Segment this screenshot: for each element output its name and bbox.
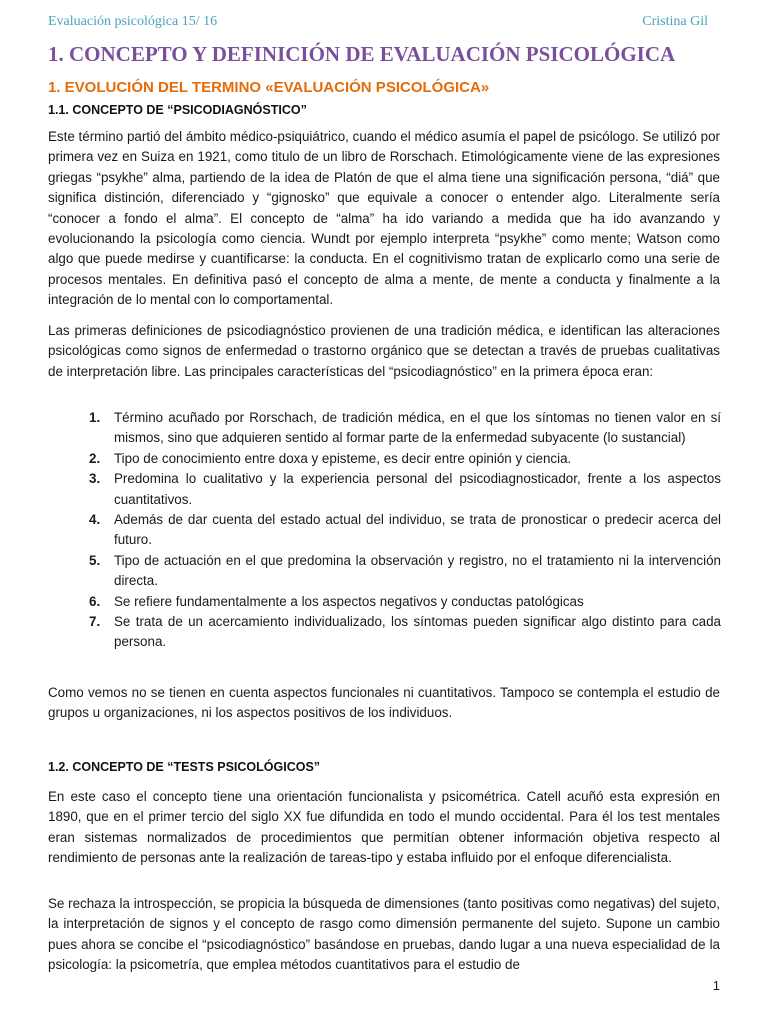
list-item-text: Tipo de conocimiento entre doxa y episteme, es decir entre opinión y ciencia. bbox=[114, 450, 572, 466]
subsection-heading-1-2: 1.2. CONCEPTO DE “TESTS PSICOLÓGICOS” bbox=[48, 760, 321, 774]
list-item-number: 6. bbox=[89, 593, 101, 609]
paragraph-5: Se rechaza la introspección, se propicia la búsqueda de dimensiones (tanto positivas como negativas) del sujeto, la interpretación de signos y el concepto de rasgo como dimensión permanente del sujeto. Supone un cambio pues ahora se concibe el “psicodiagnóstico” basándose en pruebas, dando lugar a una nueva especialidad de la psicología: la psicometría, que emplea métodos cuantitativos para el estudio de bbox=[48, 896, 720, 973]
list-item bbox=[89, 612, 721, 653]
list-item bbox=[89, 510, 721, 551]
page-number: 1 bbox=[712, 978, 720, 993]
list-item-text: Término acuñado por Rorschach, de tradición médica, en el que los síntomas no tienen valor en sí mismos, sino que adquieren sentido al formar parte de la enfermedad subyacente (lo sustancial) bbox=[114, 410, 721, 446]
list-item bbox=[89, 551, 721, 592]
list-item-number: 1. bbox=[89, 410, 101, 425]
list-item-text: Además de dar cuenta del estado actual del individuo, se trata de pronosticar o predecir acerca del futuro. bbox=[114, 512, 721, 548]
list-item bbox=[89, 449, 721, 469]
list-item-text: Tipo de actuación en el que predomina la observación y registro, no el tratamiento ni la intervención directa. bbox=[114, 552, 721, 589]
list-item bbox=[89, 592, 721, 612]
list-item-number: 7. bbox=[89, 614, 101, 630]
list-item-text: Se trata de un acercamiento individualizado, los síntomas pueden significar algo distinto para cada persona. bbox=[114, 614, 721, 650]
list-item-number: 2. bbox=[89, 450, 101, 466]
list-item-number: 4. bbox=[89, 512, 101, 528]
page-header bbox=[48, 14, 708, 30]
section-heading: 1. EVOLUCIÓN DEL TERMINO «EVALUACIÓN PSICOLÓGICA» bbox=[48, 79, 490, 96]
list-item-number: 3. bbox=[89, 471, 101, 487]
paragraph-1: Este término partió del ámbito médico-psiquiátrico, cuando el médico asumía el papel de psicólogo. Se utilizó por primera vez en Suiza en 1921, como titulo de un libro de Rorschach. Etimológicamente viene de las expresiones griegas “psykhe” alma, partiendo de la idea de Platón de que el alma tiene una significación persona, “diá” que significa distinción, diferenciado y “gignosko” que equivale a conocer o entender algo. Literalmente sería “conocer a fondo el alma”. El concepto de “alma” ha ido variando a medida que ha ido avanzando y evolucionando la psicología como ciencia. Wundt por ejemplo interpreta “psykhe” como mente; Watson como algo que puede medirse y cuantificarse: la conducta. En el cognitivismo tratan de explicarlo como una serie de procesos mentales. En definitiva pasó el concepto de alma a mente, de mente a conducta y finalmente a la integración de lo mental con lo comportamental. bbox=[48, 129, 720, 308]
paragraph-4: En este caso el concepto tiene una orientación funcionalista y psicométrica. Catell acuñó esta expresión en 1890, que en el primer tercio del siglo XX fue difundida en todo el mundo occidental. Para él los test mentales eran sistemas normalizados de procedimientos que permitían obtener información objetiva respecto al rendimiento de personas ante la realización de tareas-tipo y estaba influido por el enfoque diferencialista. bbox=[48, 789, 720, 866]
list-item bbox=[89, 469, 721, 510]
characteristics-list bbox=[89, 408, 721, 653]
header-course: Evaluación psicológica 15/ 16 bbox=[48, 14, 218, 29]
list-item-text: Se refiere fundamentalmente a los aspectos negativos y conductas patológicas bbox=[114, 593, 584, 609]
header-author: Cristina Gil bbox=[642, 14, 708, 29]
page-title: 1. CONCEPTO Y DEFINICIÓN DE EVALUACIÓN PSICOLÓGICA bbox=[48, 42, 676, 66]
paragraph-3: Como vemos no se tienen en cuenta aspectos funcionales ni cuantitativos. Tampoco se contempla el estudio de grupos u organizaciones, ni los aspectos positivos de los individuos. bbox=[48, 685, 720, 721]
list-item-text: Predomina lo cualitativo y la experiencia personal del psicodiagnosticador, frente a los aspectos cuantitativos. bbox=[114, 471, 721, 507]
list-item bbox=[89, 408, 721, 449]
list-item-number: 5. bbox=[89, 552, 101, 568]
paragraph-2: Las primeras definiciones de psicodiagnóstico provienen de una tradición médica, e identifican las alteraciones psicológicas como signos de enfermedad o trastorno orgánico que se detectan a través de pruebas cualitativas de interpretación libre. Las principales características del “psicodiagnóstico” en la primera época eran: bbox=[48, 323, 720, 379]
subsection-heading-1-1: 1.1. CONCEPTO DE “PSICODIAGNÓSTICO” bbox=[48, 103, 307, 117]
